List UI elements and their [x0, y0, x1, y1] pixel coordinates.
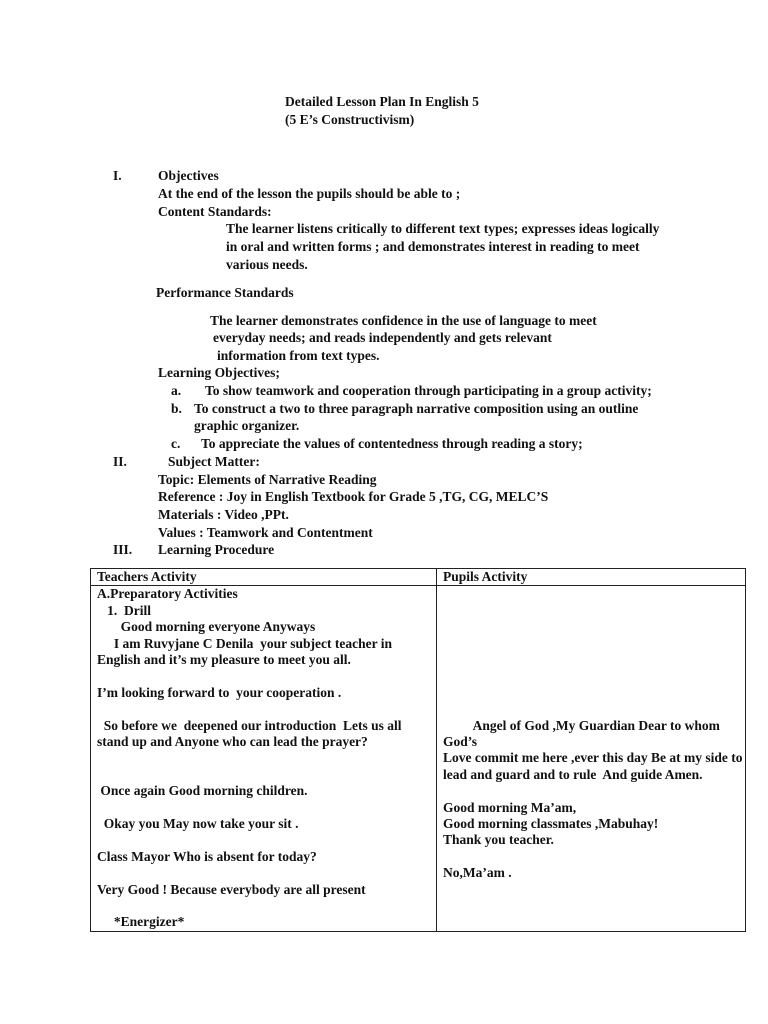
- performance-standards-line: everyday needs; and reads independently and gets relevant: [213, 330, 552, 345]
- document-subtitle: (5 E’s Constructivism): [285, 112, 415, 127]
- subject-topic: Topic: Elements of Narrative Reading: [158, 472, 377, 487]
- objective-marker: b.: [171, 401, 182, 416]
- teachers-activity-header: Teachers Activity: [91, 569, 437, 586]
- table-header-row: [91, 569, 746, 586]
- subject-values: Values : Teamwork and Contentment: [158, 525, 373, 540]
- learning-objectives-label: Learning Objectives;: [158, 365, 280, 380]
- blank-line: [443, 603, 739, 619]
- cell-text-line: 1. Drill: [97, 602, 151, 618]
- cell-text-line: God’s: [443, 733, 478, 749]
- blank-line: [443, 783, 739, 799]
- learning-procedure-table: [90, 568, 746, 932]
- cell-text-line: Good morning classmates ,Mabuhay!: [443, 815, 659, 831]
- cell-text-line: stand up and Anyone who can lead the prayer?: [97, 734, 368, 750]
- table-row: [91, 586, 746, 931]
- performance-standards-line: The learner demonstrates confidence in the use of language to meet: [210, 313, 597, 328]
- section-2-numeral: II.: [113, 454, 127, 469]
- pupils-activity-header: Pupils Activity: [437, 569, 746, 586]
- blank-line: [97, 832, 430, 848]
- section-3-heading: Learning Procedure: [158, 542, 275, 557]
- blank-line: [443, 636, 739, 652]
- blank-line: [443, 668, 739, 684]
- blank-line: [443, 619, 739, 635]
- cell-text-line: *Energizer*: [97, 914, 185, 930]
- blank-line: [97, 898, 430, 914]
- section-2-heading: Subject Matter:: [168, 454, 260, 469]
- blank-line: [443, 652, 739, 668]
- cell-text-line: Good morning Ma’am,: [443, 799, 577, 815]
- cell-text-line: Thank you teacher.: [443, 832, 554, 848]
- blank-line: [443, 586, 739, 602]
- objective-text: To construct a two to three paragraph narrative composition using an outline: [194, 401, 639, 416]
- subject-materials: Materials : Video ,PPt.: [158, 507, 289, 522]
- objective-marker: a.: [171, 383, 182, 398]
- cell-text-line: English and it’s my pleasure to meet you all.: [97, 652, 351, 668]
- cell-text-line: A.Preparatory Activities: [97, 586, 238, 602]
- document-title: Detailed Lesson Plan In English 5: [285, 94, 479, 109]
- content-standards-label: Content Standards:: [158, 204, 272, 219]
- blank-line: [97, 668, 430, 684]
- objective-text: graphic organizer.: [194, 418, 300, 433]
- section-1-numeral: I.: [113, 168, 122, 183]
- cell-text-line: I’m looking forward to your cooperation .: [97, 684, 342, 700]
- blank-line: [97, 800, 430, 816]
- cell-text-line: I am Ruvyjane C Denila your subject teacher in: [97, 635, 392, 651]
- content-standards-line: The learner listens critically to different text types; expresses ideas logically: [226, 221, 660, 236]
- blank-line: [97, 701, 430, 717]
- performance-standards-line: information from text types.: [217, 348, 380, 363]
- blank-line: [443, 849, 739, 865]
- cell-text-line: Angel of God ,My Guardian Dear to whom: [443, 717, 720, 733]
- cell-text-line: Very Good ! Because everybody are all present: [97, 881, 366, 897]
- blank-line: [443, 701, 739, 717]
- cell-text-line: Love commit me here ,ever this day Be at my side to: [443, 750, 743, 766]
- blank-line: [97, 767, 430, 783]
- blank-line: [443, 685, 739, 701]
- teachers-activity-cell: [91, 586, 437, 931]
- cell-text-line: No,Ma’am .: [443, 865, 512, 881]
- pupils-activity-cell: [437, 586, 746, 931]
- subject-reference: Reference : Joy in English Textbook for Grade 5 ,TG, CG, MELC’S: [158, 489, 549, 504]
- section-1-heading: Objectives: [158, 168, 219, 183]
- performance-standards-label: Performance Standards: [156, 285, 294, 300]
- objectives-intro: At the end of the lesson the pupils should be able to ;: [158, 186, 461, 201]
- blank-line: [97, 750, 430, 766]
- cell-text-line: So before we deepened our introduction Lets us all: [97, 717, 402, 733]
- content-standards-line: various needs.: [226, 257, 308, 272]
- cell-text-line: Class Mayor Who is absent for today?: [97, 848, 317, 864]
- cell-text-line: Okay you May now take your sit .: [97, 816, 299, 832]
- objective-text: To appreciate the values of contentedness through reading a story;: [201, 436, 583, 451]
- section-3-numeral: III.: [113, 542, 133, 557]
- blank-line: [97, 865, 430, 881]
- content-standards-line: in oral and written forms ; and demonstrates interest in reading to meet: [226, 239, 640, 254]
- cell-text-line: lead and guard and to rule And guide Amen.: [443, 766, 703, 782]
- cell-text-line: Once again Good morning children.: [97, 783, 308, 799]
- cell-text-line: Good morning everyone Anyways: [97, 619, 316, 635]
- objective-text: To show teamwork and cooperation through participating in a group activity;: [205, 383, 652, 398]
- objective-marker: c.: [171, 436, 181, 451]
